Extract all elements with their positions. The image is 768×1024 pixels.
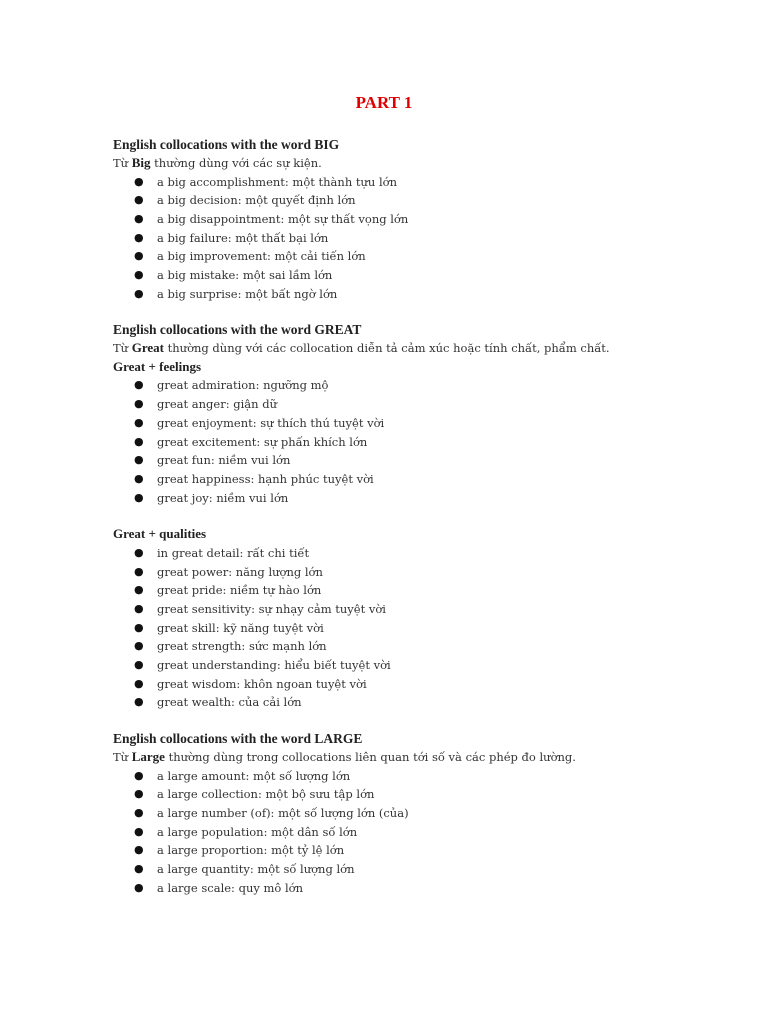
list-item-text: a large scale: quy mô lớn: [157, 880, 303, 895]
bullet-icon: ●: [134, 676, 144, 690]
list-big: [113, 173, 728, 304]
list-large: [113, 767, 728, 898]
intro-suffix: thường dùng trong collocations liên quan tới số và các phép đo lường.: [164, 750, 576, 765]
list-item: [113, 489, 728, 508]
list-item: [113, 581, 728, 600]
list-item: [113, 229, 728, 248]
list-item-text: a big mistake: một sai lầm lớn: [157, 268, 333, 283]
list-item-text: great pride: niềm tự hào lớn: [157, 583, 322, 598]
list-item-text: a large quantity: một số lượng lớn: [157, 862, 355, 877]
list-item-text: a big decision: một quyết định lớn: [157, 193, 356, 208]
intro-keyword: Big: [131, 155, 151, 170]
list-item: [113, 191, 728, 210]
list-item-text: great understanding: hiểu biết tuyệt vời: [157, 658, 391, 673]
intro-large: [113, 748, 728, 767]
section-heading-large: English collocations with the word LARGE: [113, 731, 363, 747]
list-item-text: great skill: kỹ năng tuyệt vời: [157, 620, 324, 635]
list-item: [113, 285, 728, 304]
list-item: [113, 376, 728, 395]
list-item: [113, 433, 728, 452]
bullet-icon: ●: [134, 415, 144, 429]
list-item: [113, 470, 728, 489]
intro-great: [113, 339, 728, 358]
bullet-icon: ●: [134, 564, 144, 578]
list-great-qualities: [113, 544, 728, 712]
list-item-text: a large population: một dân số lớn: [157, 824, 358, 839]
list-item-text: great fun: niềm vui lớn: [157, 453, 291, 468]
section-great: [113, 321, 728, 712]
list-item: [113, 619, 728, 638]
list-item: [113, 637, 728, 656]
bullet-icon: ●: [134, 787, 144, 801]
subheading-qualities: Great + qualities: [113, 526, 207, 542]
list-item-text: great sensitivity: sự nhạy cảm tuyệt vời: [157, 601, 386, 616]
list-item: [113, 785, 728, 804]
bullet-icon: ●: [134, 268, 144, 282]
intro-prefix: Từ: [113, 341, 132, 356]
bullet-icon: ●: [134, 768, 144, 782]
list-item-text: great power: năng lượng lớn: [157, 564, 323, 579]
bullet-icon: ●: [134, 286, 144, 300]
list-item-text: a big accomplishment: một thành tựu lớn: [157, 174, 397, 189]
spacer: [113, 507, 728, 525]
list-item: [113, 675, 728, 694]
bullet-icon: ●: [134, 639, 144, 653]
list-item-text: a big improvement: một cải tiến lớn: [157, 249, 366, 264]
list-item: [113, 804, 728, 823]
list-item: [113, 656, 728, 675]
list-item-text: a large collection: một bộ sưu tập lớn: [157, 787, 375, 802]
bullet-icon: ●: [134, 824, 144, 838]
bullet-icon: ●: [134, 601, 144, 615]
list-item: [113, 563, 728, 582]
intro-keyword: Large: [131, 749, 165, 765]
list-item-text: great anger: giận dữ: [157, 397, 277, 412]
spacer: [113, 712, 728, 730]
intro-big: [113, 154, 728, 173]
bullet-icon: ●: [134, 880, 144, 894]
list-item: [113, 600, 728, 619]
list-item-text: great enjoyment: sự thích thú tuyệt vời: [157, 415, 385, 430]
list-item: [113, 173, 728, 192]
list-item: [113, 879, 728, 898]
list-item-text: great happiness: hạnh phúc tuyệt vời: [157, 471, 374, 486]
list-item: [113, 210, 728, 229]
section-heading-big: English collocations with the word BIG: [113, 137, 340, 152]
list-item-text: a large number (of): một số lượng lớn (của): [157, 806, 409, 821]
intro-prefix: Từ: [113, 156, 132, 170]
spacer: [113, 303, 728, 321]
list-item: [113, 767, 728, 786]
bullet-icon: ●: [134, 545, 144, 559]
bullet-icon: ●: [134, 434, 144, 448]
bullet-icon: ●: [134, 230, 144, 244]
list-item: [113, 266, 728, 285]
bullet-icon: ●: [134, 806, 144, 820]
list-item: [113, 414, 728, 433]
list-item: [113, 823, 728, 842]
intro-keyword: Great: [131, 340, 164, 356]
intro-prefix: Từ: [113, 750, 132, 765]
list-great-feelings: [113, 376, 728, 507]
section-heading-great: English collocations with the word GREAT: [113, 322, 362, 338]
list-item: [113, 395, 728, 414]
list-item-text: in great detail: rất chi tiết: [157, 545, 310, 560]
list-item: [113, 693, 728, 712]
bullet-icon: ●: [134, 249, 144, 263]
bullet-icon: ●: [134, 211, 144, 225]
bullet-icon: ●: [134, 620, 144, 634]
list-item-text: great strength: sức mạnh lớn: [157, 639, 327, 654]
list-item: [113, 451, 728, 470]
bullet-icon: ●: [134, 193, 144, 207]
bullet-icon: ●: [134, 658, 144, 672]
list-item-text: a big disappointment: một sự thất vọng lớn: [157, 211, 409, 226]
intro-suffix: thường dùng với các sự kiện.: [150, 156, 322, 170]
bullet-icon: ●: [134, 453, 144, 467]
section-large: [113, 730, 728, 897]
bullet-icon: ●: [134, 490, 144, 504]
list-item-text: great joy: niềm vui lớn: [157, 490, 289, 505]
bullet-icon: ●: [134, 583, 144, 597]
section-big: [113, 136, 728, 303]
page-title: PART 1: [355, 93, 413, 112]
list-item-text: a big failure: một thất bại lớn: [157, 230, 329, 245]
bullet-icon: ●: [134, 843, 144, 857]
list-item-text: great wealth: của cải lớn: [157, 695, 302, 710]
list-item-text: great wisdom: khôn ngoan tuyệt vời: [157, 676, 367, 691]
list-item: [113, 841, 728, 860]
bullet-icon: ●: [134, 378, 144, 392]
list-item-text: great admiration: ngưỡng mộ: [157, 378, 329, 393]
bullet-icon: ●: [134, 862, 144, 876]
list-item-text: a large amount: một số lượng lớn: [157, 768, 351, 783]
list-item-text: great excitement: sự phấn khích lớn: [157, 434, 368, 449]
list-item: [113, 247, 728, 266]
bullet-icon: ●: [134, 397, 144, 411]
list-item-text: a big surprise: một bất ngờ lớn: [157, 286, 338, 301]
bullet-icon: ●: [134, 174, 144, 188]
bullet-icon: ●: [134, 695, 144, 709]
list-item: [113, 544, 728, 563]
subheading-feelings: Great + feelings: [113, 358, 202, 374]
intro-suffix: thường dùng với các collocation diễn tả cảm xúc hoặc tính chất, phẩm chất.: [163, 341, 610, 356]
list-item-text: a large proportion: một tỷ lệ lớn: [157, 843, 345, 858]
list-item: [113, 860, 728, 879]
bullet-icon: ●: [134, 471, 144, 485]
